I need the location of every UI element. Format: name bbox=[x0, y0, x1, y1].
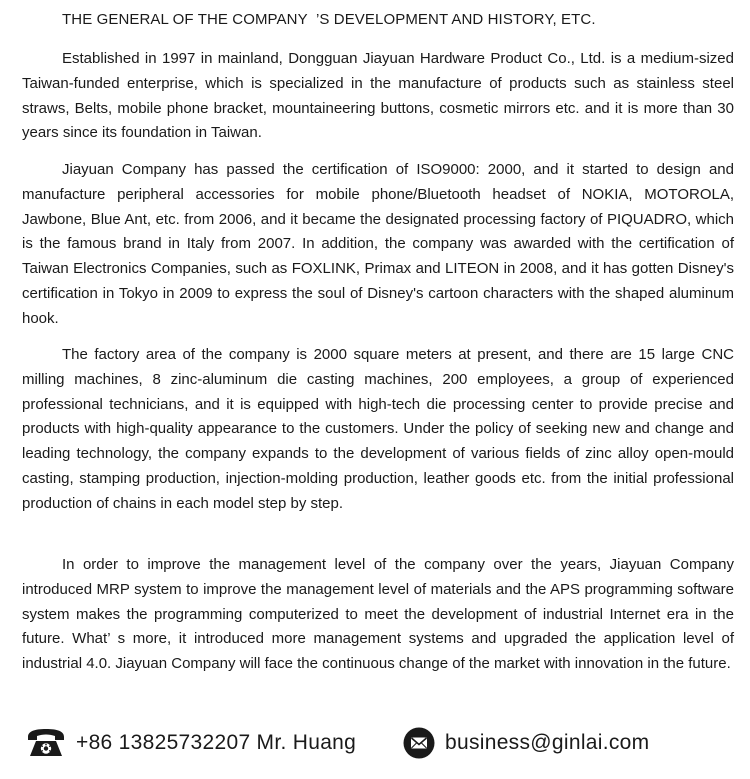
envelope-icon bbox=[403, 727, 435, 759]
phone-contact[interactable] bbox=[26, 723, 356, 763]
paragraph-certification: Jiayuan Company has passed the certification of ISO9000: 2000, and it started to design and manufacture peripheral accessories for mobile phone/Bluetooth headset of NOKIA, MOTOROLA, Jawbone, Blue Ant, etc. from 2006, and it became the designated processing factory of PIQUADRO, which is the famous brand in Italy from 2007. In addition, the company was awarded with the certification of Taiwan Electronics Companies, such as FOXLINK, Primax and LITEON in 2008, and it has gotten Disney's certification in Tokyo in 2009 to express the soul of Disney's cartoon characters with the shaped aluminum hook. bbox=[22, 161, 734, 327]
paragraph-management: In order to improve the management level of the company over the years, Jiayuan Company introduced MRP system to improve the management level of materials and the APS programming software system makes the programming computerized to meet the development of industrial Internet era in the future. What’ s more, it introduced more management systems and upgraded the application level of industrial 4.0. Jiayuan Company will face the continuous change of the market with innovation in the future. bbox=[22, 556, 734, 673]
document-title: THE GENERAL OF THE COMPANY ’S DEVELOPMENT AND HISTORY, ETC. bbox=[62, 11, 596, 28]
email-text: business@ginlai.com bbox=[445, 731, 650, 754]
phone-text: +86 13825732207 Mr. Huang bbox=[76, 731, 357, 754]
contact-bar bbox=[0, 723, 750, 763]
telephone-icon bbox=[26, 728, 66, 758]
paragraph-factory: The factory area of the company is 2000 square meters at present, and there are 15 large CNC milling machines, 8 zinc-aluminum die casting machines, 200 employees, a group of experienced professional technicians, and it is equipped with high-tech die processing center to provide precise and products with high-quality appearance to the customers. Under the policy of seeking new and change and leading technology, the company expands to the development of various fields of zinc alloy open-mould casting, stamping production, injection-molding production, leather goods etc. from the initial professional production of chains in each model step by step. bbox=[22, 346, 734, 512]
email-contact[interactable] bbox=[403, 723, 649, 763]
paragraph-history: Established in 1997 in mainland, Dongguan Jiayuan Hardware Product Co., Ltd. is a medium-sized Taiwan-funded enterprise, which is specialized in the manufacture of products such as stainless steel straws, Belts, mobile phone bracket, mountaineering buttons, cosmetic mirrors etc. and it is more than 30 years since its foundation in Taiwan. bbox=[22, 50, 734, 142]
